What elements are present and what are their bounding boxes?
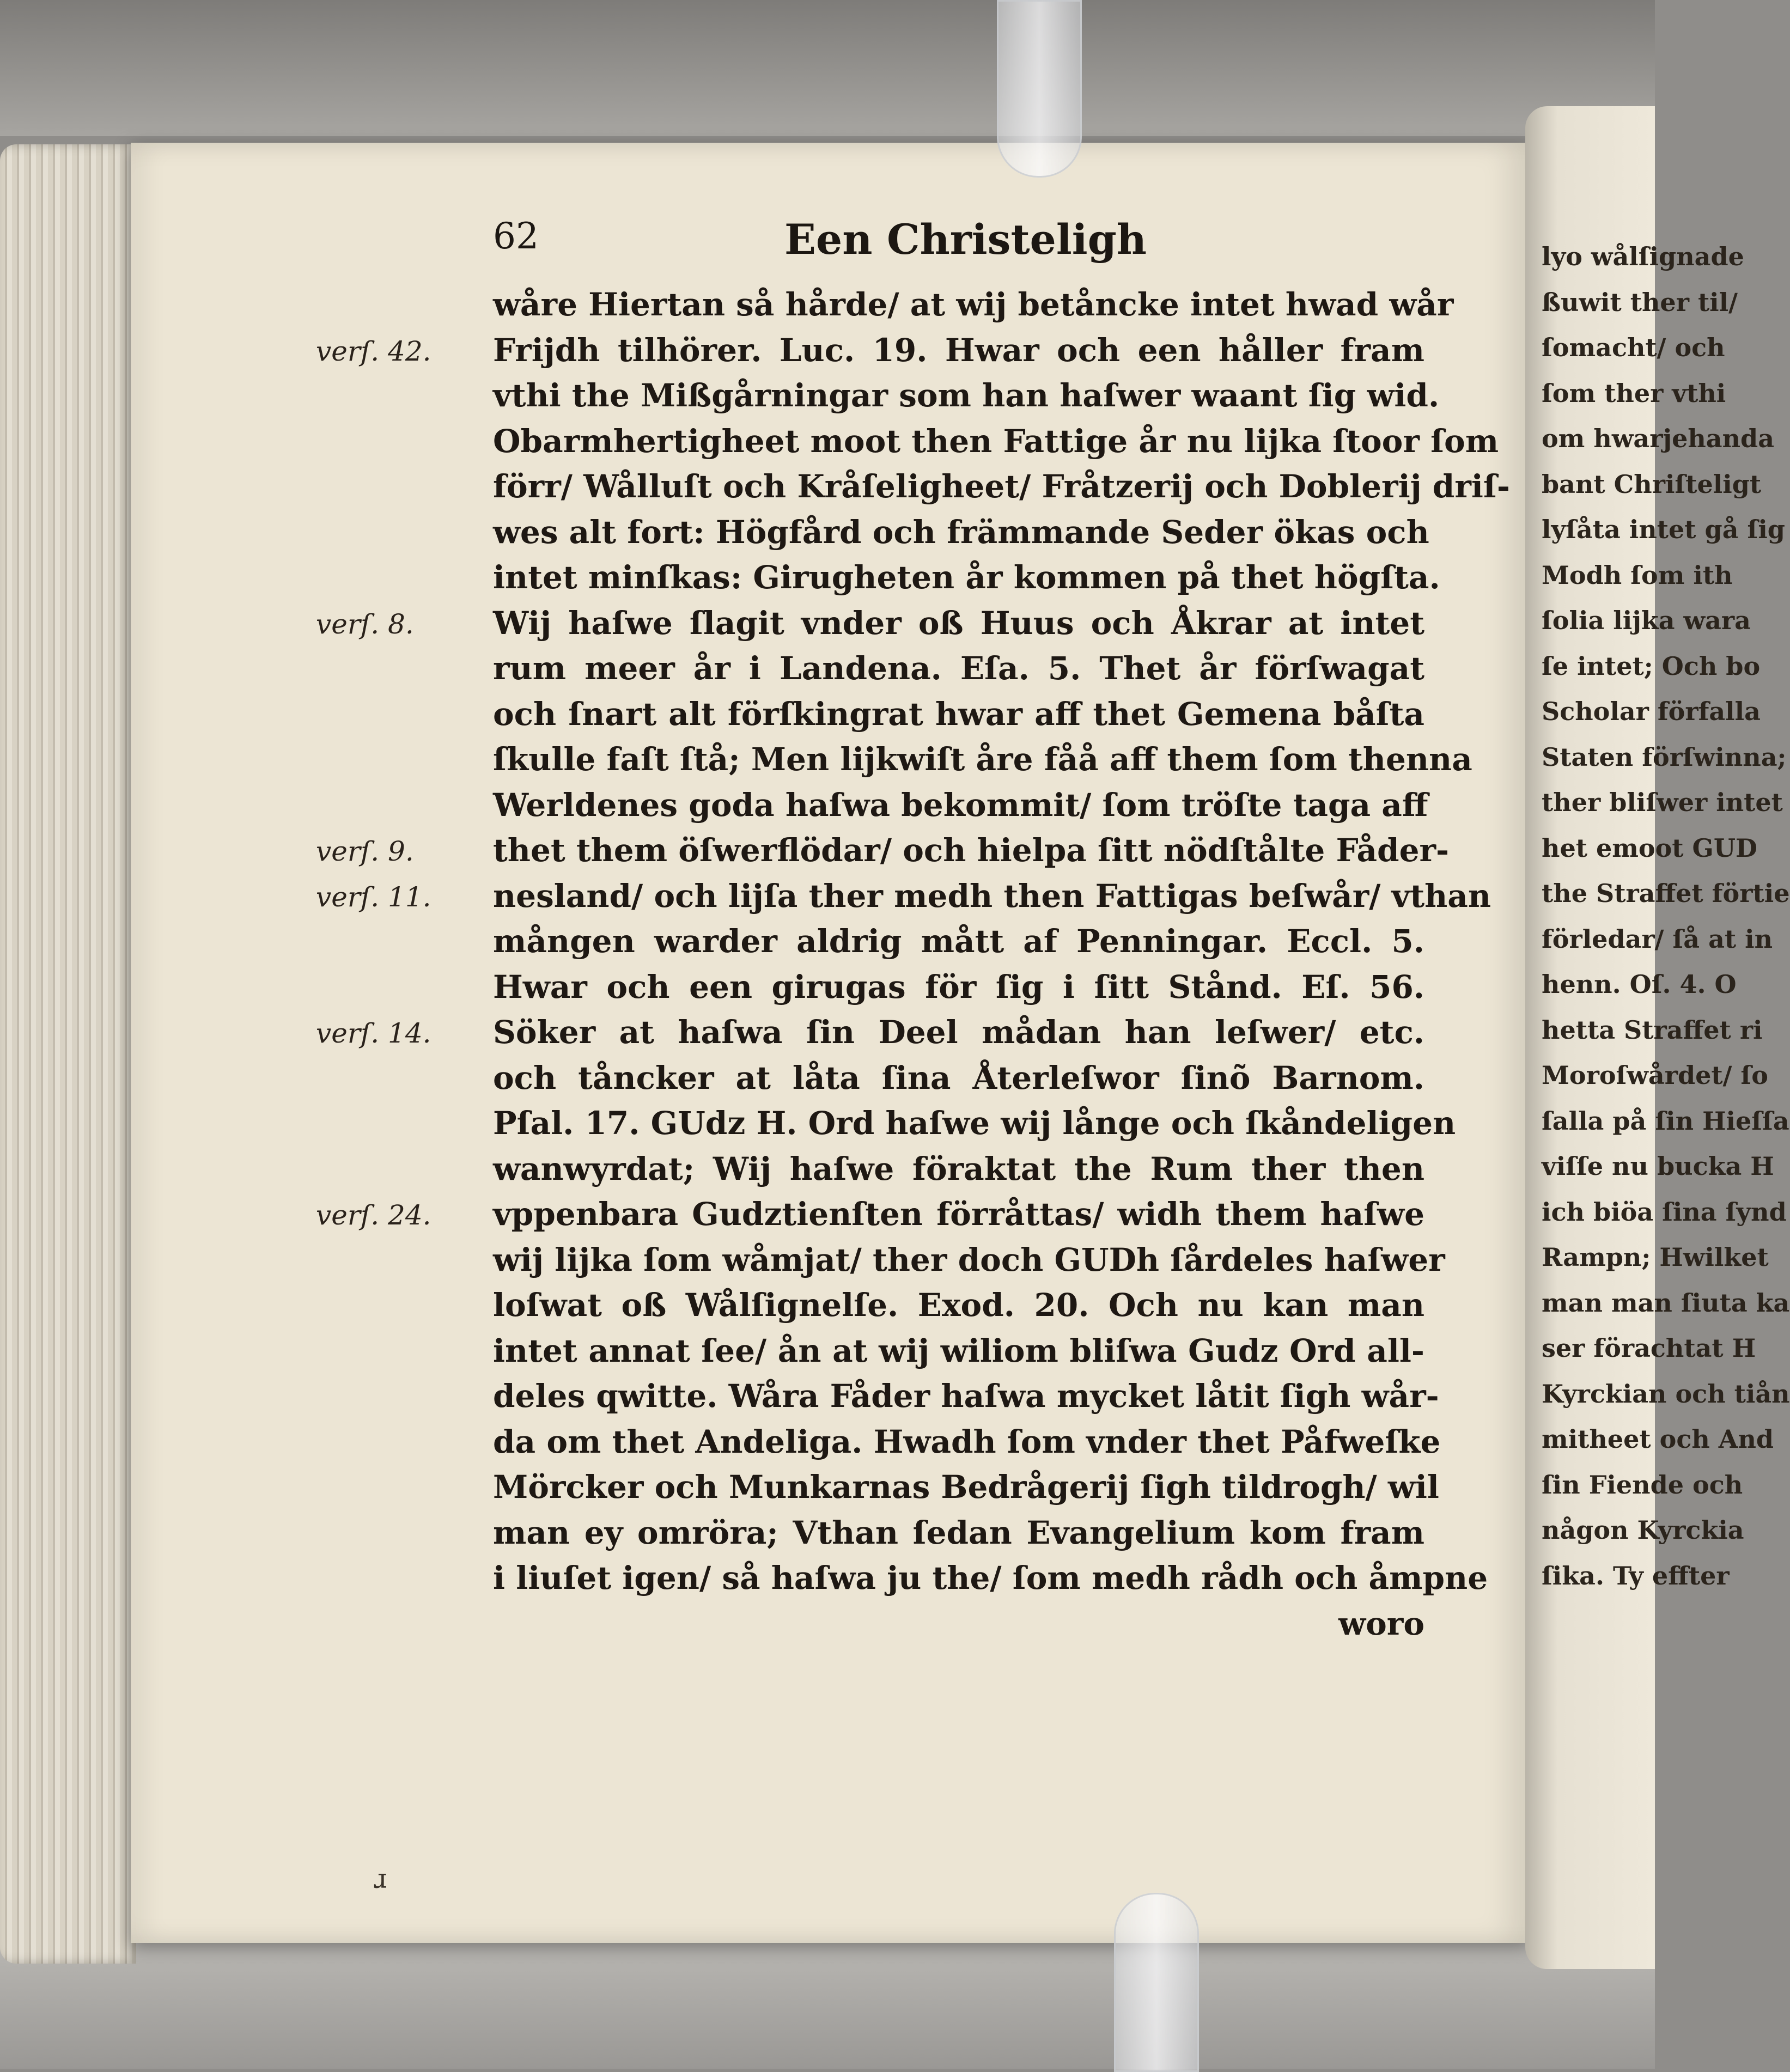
facing-page-line: ſika. Ty effter	[1542, 1561, 1730, 1590]
facing-page-line: man man ſiuta ka	[1542, 1288, 1790, 1318]
facing-page-line: ſolia lijka wara	[1542, 606, 1751, 635]
text-line: da om thet Andeliga. Hwadh ſom vnder thet Påfweſke	[493, 1423, 1441, 1460]
book-page-edges	[0, 144, 136, 1964]
stray-mark: ɹ	[373, 1863, 387, 1894]
text-line: Obarmhertigheet moot then Fattige år nu lijka ſtoor ſom	[493, 422, 1499, 460]
facing-page-line: henn. Oſ. 4. O	[1542, 970, 1737, 999]
text-line: vthi the Mißgårningar som han haſwer waant ſig wid.	[493, 377, 1440, 414]
page-clip-bottom	[1114, 1893, 1199, 2072]
facing-page-line: hetta Straffet ri	[1542, 1015, 1763, 1045]
facing-page-line: Moroſwårdet/ ſo	[1542, 1061, 1768, 1090]
page-header	[0, 215, 1655, 264]
text-line: Wij haſwe ſlagit vnder oß Huus och Åkrar at intet	[493, 604, 1424, 642]
facing-page-line: mitheet och And	[1542, 1424, 1774, 1454]
facing-page-line: ßuwit ther til/	[1542, 287, 1738, 317]
scanner-backdrop-top	[0, 0, 1655, 136]
facing-page-line: ſom ther vthi	[1542, 378, 1726, 408]
running-title: Een Christeligh	[784, 215, 1147, 264]
facing-page-line: Staten förſwinna;	[1542, 742, 1787, 772]
text-line: och ſnart alt förſkingrat hwar aff thet Gemena båſta	[493, 695, 1424, 733]
facing-page-line: någon Kyrckia	[1542, 1515, 1744, 1545]
facing-page-line: ſomacht/ och	[1542, 333, 1725, 362]
text-line: thet them öſwerflödar/ och hielpa ſitt nödſtålte Fåder-	[493, 832, 1450, 869]
facing-page-line: the Straffet förtie	[1542, 879, 1790, 908]
facing-page-line: ſalla på ſin Hieſſa	[1542, 1106, 1789, 1136]
facing-page-line: om hwarjehanda	[1542, 424, 1775, 453]
margin-note: verſ. 9.	[316, 836, 414, 867]
text-line: man ey omröra; Vthan ſedan Evangelium kom fram	[493, 1514, 1424, 1551]
facing-page-line: Rampn; Hwilket	[1542, 1242, 1769, 1272]
facing-page-line: viſſe nu bucka H	[1542, 1151, 1774, 1181]
catchword: woro	[1338, 1605, 1424, 1642]
body-text	[493, 282, 1510, 1647]
text-line: wij lijka ſom wåmjat/ ther doch GUDh ſårdeles haſwer	[493, 1241, 1445, 1278]
margin-note: verſ. 8.	[316, 608, 414, 640]
margin-note: verſ. 24.	[316, 1199, 431, 1231]
page-clip-top	[997, 0, 1082, 178]
facing-page-line: bant Chriſteligt	[1542, 469, 1762, 499]
margin-note: verſ. 14.	[316, 1017, 431, 1049]
text-line: ſkulle faſt ſtå; Men lijkwiſt åre fåå aff them ſom thenna	[493, 741, 1472, 778]
facing-page-line: Modh ſom ith	[1542, 560, 1733, 590]
text-line: och tåncker at låta ſina Återleſwor ſinõ Barnom.	[493, 1059, 1424, 1096]
text-line: wes alt fort: Högfård och främmande Seder ökas och	[493, 513, 1429, 551]
text-line: Hwar och een girugas för ſig i ſitt Stånd. Eſ. 56.	[493, 968, 1424, 1005]
text-line: Werldenes goda haſwa bekommit/ ſom tröſte taga aff	[493, 786, 1428, 824]
text-line: i liuſet igen/ så haſwa ju the/ ſom medh rådh och åmpne	[493, 1559, 1488, 1596]
text-line: förr/ Wålluſt och Kråſeligheet/ Fråtzerij och Doblerij driſ-	[493, 468, 1510, 505]
text-line: Frijdh tilhörer. Luc. 19. Hwar och een håller fram	[493, 331, 1424, 369]
facing-page-line: ſin Fiende och	[1542, 1470, 1743, 1500]
text-line: rum meer år i Landena. Eſa. 5. Thet år förſwagat	[493, 650, 1424, 687]
text-line: mången warder aldrig mått af Penningar. Eccl. 5.	[493, 923, 1424, 960]
facing-page-line: ich biöa ſina ſynd	[1542, 1197, 1787, 1227]
text-line: loſwat oß Wålſignelſe. Exod. 20. Och nu kan man	[493, 1287, 1424, 1324]
margin-note: verſ. 11.	[316, 881, 431, 913]
facing-page-line: Scholar förfalla	[1542, 697, 1761, 726]
text-line: intet minſkas: Girugheten år kommen på thet högſta.	[493, 559, 1440, 596]
page-number: 62	[493, 215, 539, 257]
text-line: intet annat ſee/ ån at wij wiliom bliſwa Gudz Ord all-	[493, 1332, 1424, 1369]
text-line: Söker at haſwa ſin Deel mådan han leſwer/ etc.	[493, 1014, 1424, 1051]
facing-page-text	[1542, 234, 1790, 1599]
facing-page-line: ther bliſwer intet	[1542, 788, 1783, 817]
facing-page-line: lyo wålſignade	[1542, 242, 1744, 271]
text-line: deles qwitte. Wåra Fåder haſwa mycket låtit ſigh wår-	[493, 1378, 1439, 1415]
text-line: vppenbara Gudztienſten förråttas/ widh them haſwe	[493, 1196, 1424, 1233]
text-line: Mörcker och Munkarnas Bedrågerij ſigh tildrogh/ wil	[493, 1468, 1439, 1506]
facing-page-line: het emoot GUD	[1542, 833, 1757, 863]
facing-page-line: lyſåta intet gå ſig	[1542, 515, 1785, 544]
text-line: wanwyrdat; Wij haſwe föraktat the Rum ther then	[493, 1150, 1424, 1187]
text-line: Pſal. 17. GUdz H. Ord haſwe wij långe och ſkåndeligen	[493, 1105, 1456, 1142]
facing-page-line: ſe intet; Och bo	[1542, 651, 1761, 681]
facing-page-line: ser förachtat H	[1542, 1333, 1756, 1363]
text-line: nesland/ och lijſa ther medh then Fattigas beſwår/ vthan	[493, 877, 1491, 915]
facing-page-line: förledar/ ſå at in	[1542, 924, 1773, 954]
facing-page-line: Kyrckian och tiån	[1542, 1379, 1790, 1409]
margin-note: verſ. 42.	[316, 335, 431, 367]
text-line: wåre Hiertan så hårde/ at wij betåncke intet hwad wår	[493, 286, 1454, 323]
